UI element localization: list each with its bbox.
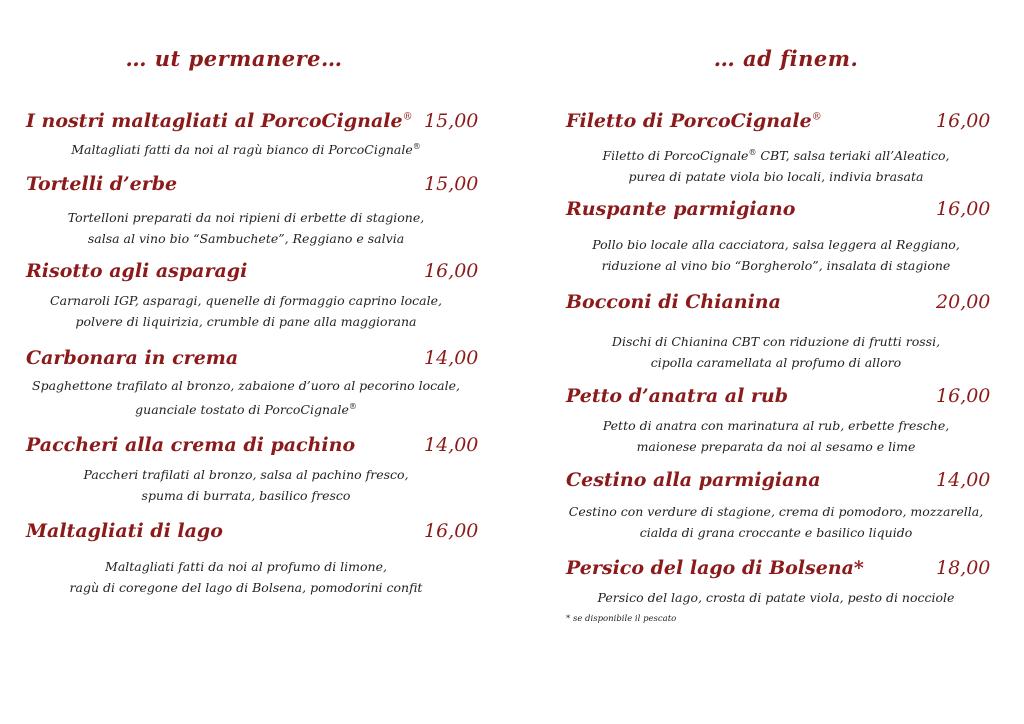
dish-description: Pollo bio locale alla cacciatora, salsa leggera al Reggiano, riduzione al vino bio “Borgherolo”, insalata di stagione [592,237,960,273]
dish-price: 16,00 [936,385,991,407]
dish-name: Ruspante parmigiano [566,198,796,220]
dish-description: Petto di anatra con marinatura al rub, erbette fresche, maionese preparata da noi al sesamo e lime [602,418,950,454]
dish-name: Tortelli d’erbe [26,173,178,195]
dish-name: Bocconi di Chianina [566,291,781,313]
dish-price: 15,00 [424,173,479,195]
dish-item [26,434,479,506]
dish-price: 18,00 [936,557,991,579]
dish-description: Dischi di Chianina CBT con riduzione di frutti rossi, cipolla caramellata al profumo di alloro [611,334,941,370]
dish-description: Carnaroli IGP, asparagi, quenelle di formaggio caprino locale, polvere di liquirizia, crumble di pane alla maggiorana [50,293,442,329]
dish-description: Spaghettone trafilato al bronzo, zabaione d’uoro al pecorino locale, guanciale tostato di PorcoCignale® [32,378,460,418]
dish-name: Persico del lago di Bolsena* [566,557,864,579]
footnote: * se disponibile il pescato [566,614,677,624]
dish-description: Maltagliati fatti da noi al ragù bianco di PorcoCignale® [71,142,421,158]
dish-price: 15,00 [424,110,479,132]
dish-price: 16,00 [936,110,991,132]
dish-description: Cestino con verdure di stagione, crema di pomodoro, mozzarella, cialda di grana croccante e basilico liquido [568,504,984,540]
dish-item [26,110,479,160]
dish-name: Risotto agli asparagi [26,260,248,282]
dish-description: Persico del lago, crosta di patate viola, pesto di nocciole [597,590,955,605]
dish-price: 16,00 [424,260,479,282]
dish-name: Filetto di PorcoCignale® [566,110,822,132]
dish-item [566,198,991,276]
dish-price: 14,00 [424,347,479,369]
dish-name: Maltagliati di lago [26,520,223,542]
dish-item [26,520,479,598]
dish-item [566,291,991,373]
dish-item [26,173,479,249]
dish-item [566,385,991,457]
dish-item [566,557,991,608]
dish-price: 14,00 [424,434,479,456]
dish-name: I nostri maltagliati al PorcoCignale® [26,110,413,132]
dish-name: Carbonara in crema [26,347,239,369]
left-section-title: … ut permanere… [125,46,343,71]
dish-description: Maltagliati fatti da noi al profumo di limone, ragù di coregone del lago di Bolsena, pomodorini confit [69,559,423,595]
dish-item [26,260,479,332]
dish-price: 20,00 [936,291,991,313]
dish-description: Paccheri trafilati al bronzo, salsa al pachino fresco, spuma di burrata, basilico fresco [83,467,409,503]
dish-item [566,469,991,543]
dish-name: Petto d’anatra al rub [566,385,789,407]
dish-name: Cestino alla parmigiana [566,469,821,491]
dish-price: 14,00 [936,469,991,491]
dish-item [566,110,991,187]
dish-price: 16,00 [424,520,479,542]
dish-item [26,347,479,420]
dish-price: 16,00 [936,198,991,220]
right-section-title: … ad finem. [713,46,859,71]
dish-description: Tortelloni preparati da noi ripieni di erbette di stagione, salsa al vino bio “Sambuchete”, Reggiano e salvia [67,210,425,246]
dish-name: Paccheri alla crema di pachino [26,434,356,456]
dish-description: Filetto di PorcoCignale® CBT, salsa teriaki all’Aleatico, purea di patate viola bio locali, indivia brasata [602,148,950,185]
